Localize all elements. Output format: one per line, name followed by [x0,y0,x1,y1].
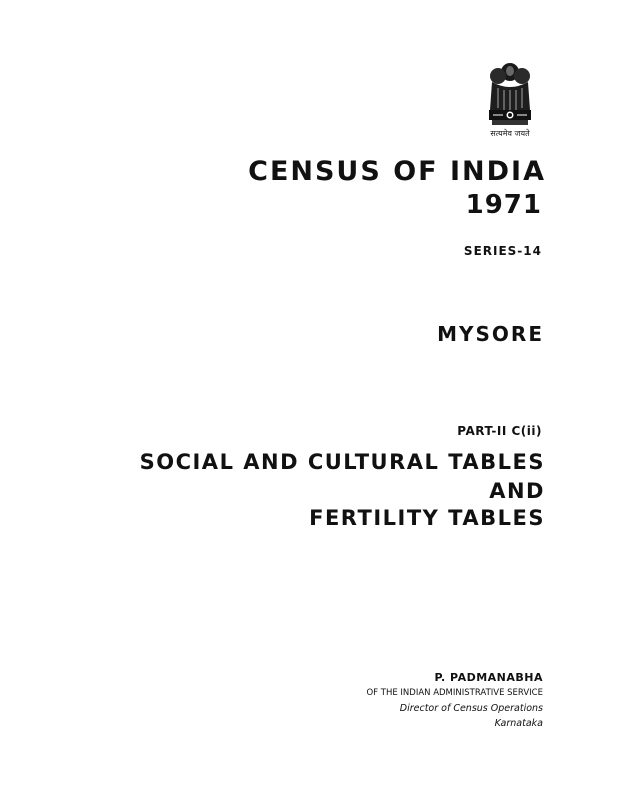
author-name: P. PADMANABHA [434,671,543,684]
author-place: Karnataka [494,718,543,729]
subtitle-line-3: FERTILITY TABLES [309,506,545,530]
series-number: SERIES-14 [463,244,542,258]
census-year: 1971 [465,190,542,220]
cover-title: CENSUS OF INDIA [248,156,546,187]
part-number: PART-II C(ii) [457,424,542,438]
subtitle-line-2: AND [489,479,545,503]
author-service: OF THE INDIAN ADMINISTRATIVE SERVICE [366,688,543,698]
state-name: MYSORE [437,322,544,346]
author-designation: Director of Census Operations [399,703,543,714]
subtitle-line-1: SOCIAL AND CULTURAL TABLES [139,450,545,474]
emblem-motto: सत्यमेव जयते [490,129,530,138]
